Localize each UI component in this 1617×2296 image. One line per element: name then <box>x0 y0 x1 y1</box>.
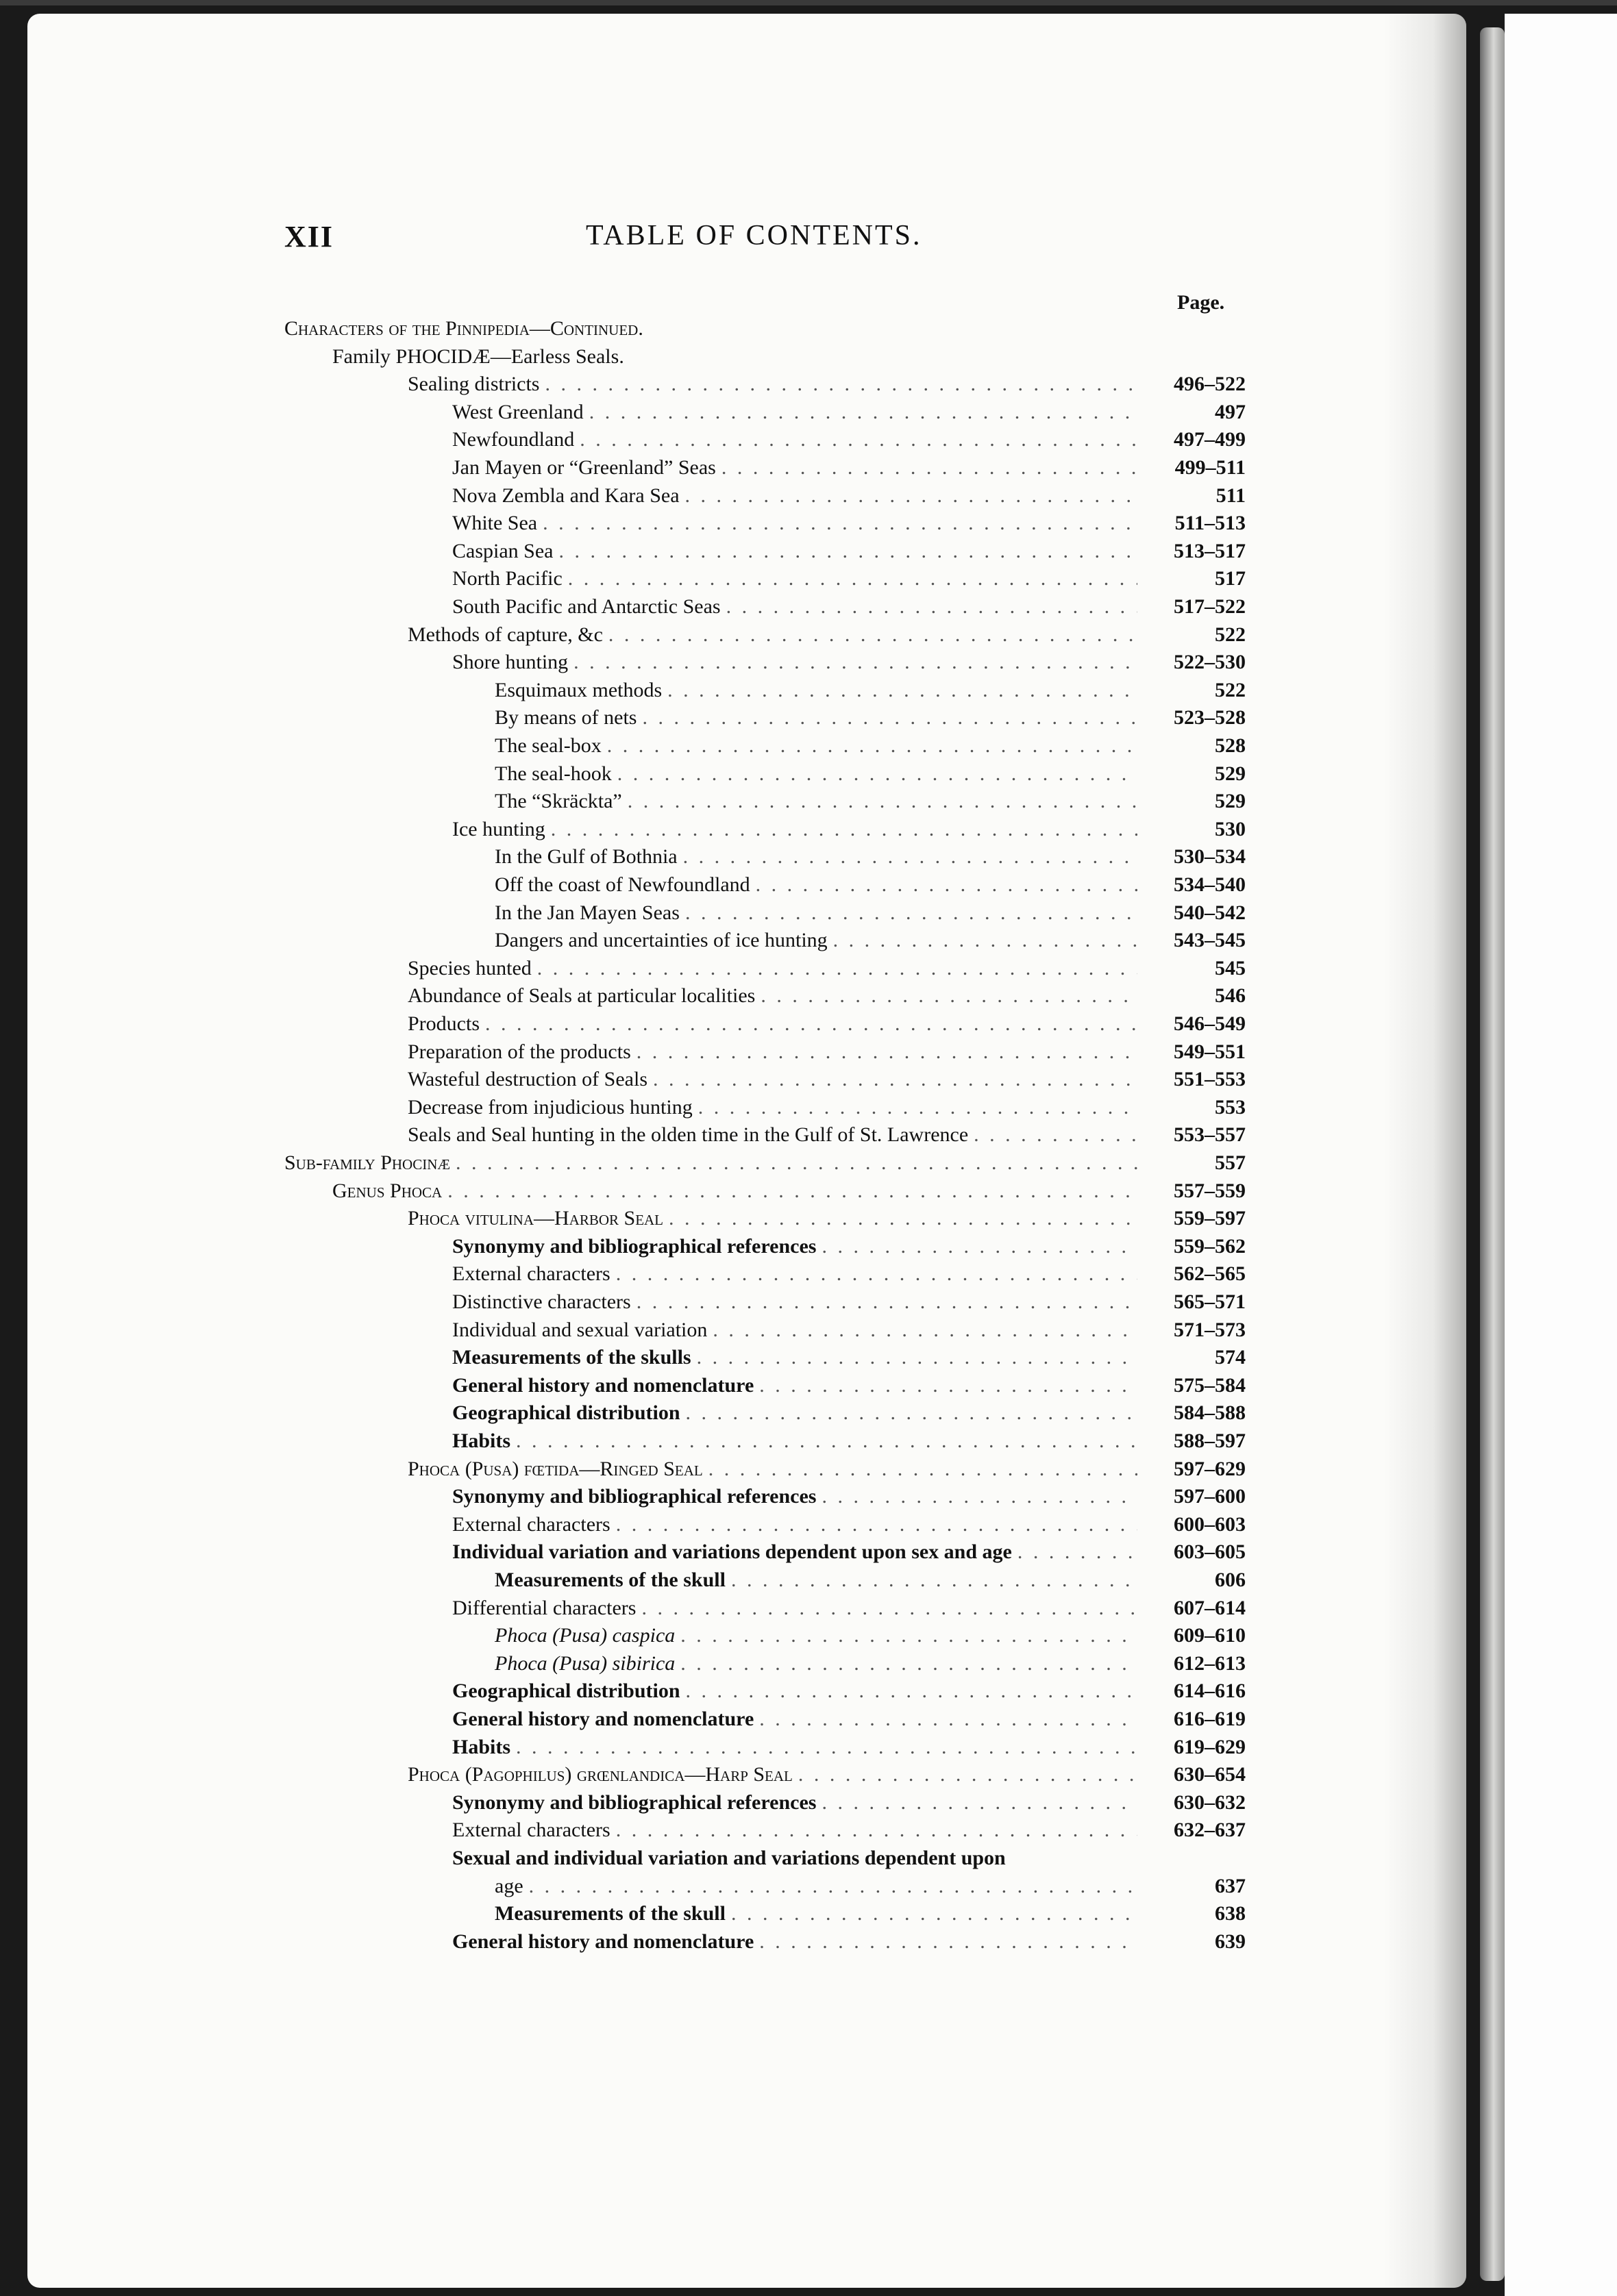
toc-entry-label: Seals and Seal hunting in the olden time in the Gulf of St. Lawrence <box>408 1123 969 1146</box>
toc-entry-label: The seal-hook <box>495 762 612 785</box>
toc-entry-pages: 499–511 <box>1174 456 1246 479</box>
dot-leader <box>516 1734 1137 1761</box>
toc-entry-label: Measurements of the skull <box>495 1569 726 1591</box>
dot-leader <box>537 955 1137 982</box>
toc-entry <box>495 1650 1246 1677</box>
toc-entry <box>452 565 1246 592</box>
toc-entry <box>408 982 1246 1010</box>
toc-entry-label: Genus Phoca <box>332 1180 443 1202</box>
toc-entry-pages: 574 <box>1215 1346 1246 1369</box>
toc-entry-label: In the Gulf of Bothnia <box>495 845 678 868</box>
toc-entry-pages: 603–605 <box>1174 1540 1246 1563</box>
dot-leader <box>759 1372 1137 1399</box>
toc-entry <box>495 871 1246 899</box>
toc-entry <box>452 482 1246 510</box>
toc-entry-pages: 511–513 <box>1174 512 1246 534</box>
dot-leader <box>759 1928 1137 1956</box>
dot-leader <box>568 565 1137 592</box>
dot-leader <box>637 1038 1137 1066</box>
toc-entry-label: Phoca (Pusa) fœtida—Ringed Seal <box>408 1458 703 1480</box>
toc-entry <box>452 1427 1246 1455</box>
toc-entry-label: South Pacific and Antarctic Seas <box>452 595 721 618</box>
toc-entry-pages: 540–542 <box>1174 901 1246 924</box>
dot-leader <box>628 788 1137 815</box>
toc-entry-pages: 571–573 <box>1174 1319 1246 1341</box>
toc-entry-pages: 606 <box>1215 1569 1246 1591</box>
dot-leader <box>616 1511 1137 1538</box>
toc-entry <box>408 1761 1246 1788</box>
toc-entry-label: Synonymy and bibliographical references <box>452 1235 817 1258</box>
toc-entry <box>452 538 1246 565</box>
toc-entry <box>495 1873 1246 1900</box>
toc-entry-pages: 619–629 <box>1174 1736 1246 1758</box>
toc-entry-label: Phoca vitulina—Harbor Seal <box>408 1207 664 1230</box>
toc-entry-pages: 600–603 <box>1174 1513 1246 1536</box>
toc-entry-label: Characters of the Pinnipedia—Continued. <box>284 317 643 340</box>
toc-entry <box>495 677 1246 704</box>
toc-entry-pages: 584–588 <box>1174 1401 1246 1424</box>
toc-entry-label: Phoca (Pusa) sibirica <box>495 1652 676 1675</box>
toc-entry <box>495 1900 1246 1927</box>
dot-leader <box>721 454 1137 482</box>
toc-entry-pages: 607–614 <box>1174 1597 1246 1619</box>
toc-entry <box>495 1622 1246 1649</box>
dot-leader <box>761 982 1137 1010</box>
toc-entry-label: White Sea <box>452 512 538 534</box>
dot-leader <box>669 1205 1137 1232</box>
toc-entry-label: Caspian Sea <box>452 540 554 562</box>
dot-leader <box>642 704 1137 732</box>
toc-entry <box>495 704 1246 732</box>
toc-entry-label: Geographical distribution <box>452 1680 680 1702</box>
toc-entry <box>452 1595 1246 1622</box>
toc-entry-label: Individual and sexual variation <box>452 1319 708 1341</box>
toc-entry-label: By means of nets <box>495 706 637 729</box>
toc-entry-pages: 522–530 <box>1174 651 1246 673</box>
toc-entry <box>452 1789 1246 1817</box>
toc-entry-pages: 511 <box>1215 484 1246 507</box>
toc-entry <box>452 1928 1246 1956</box>
dot-leader <box>680 1622 1137 1649</box>
toc-entry-pages: 588–597 <box>1174 1430 1246 1452</box>
dot-leader <box>713 1317 1137 1344</box>
toc-entry-label: Dangers and uncertainties of ice hunting <box>495 929 828 951</box>
toc-entry <box>452 1233 1246 1260</box>
dot-leader <box>485 1010 1137 1038</box>
page-title: TABLE OF CONTENTS. <box>586 220 922 251</box>
toc-entry-label: West Greenland <box>452 401 584 423</box>
dot-leader <box>545 371 1137 398</box>
dot-leader <box>1017 1538 1137 1566</box>
toc-entry-pages: 630–654 <box>1174 1763 1246 1786</box>
toc-entry-pages: 597–600 <box>1174 1485 1246 1508</box>
toc-entry <box>452 1817 1246 1844</box>
toc-entry-pages: 557 <box>1215 1151 1246 1174</box>
toc-entry-pages: 530 <box>1215 818 1246 840</box>
toc-entry-label: Family PHOCIDÆ—Earless Seals. <box>332 345 624 368</box>
toc-entry <box>332 343 1246 371</box>
toc-entry-label: The seal-box <box>495 734 602 757</box>
toc-entry <box>408 955 1246 982</box>
toc-entry <box>452 1344 1246 1371</box>
toc-entry-label: Measurements of the skull <box>495 1902 726 1925</box>
toc-entry-pages: 517 <box>1215 567 1246 590</box>
toc-entry-pages: 528 <box>1215 734 1246 757</box>
toc-entry-pages: 637 <box>1215 1875 1246 1897</box>
toc-entry <box>452 649 1246 676</box>
dot-leader <box>573 649 1137 676</box>
toc-entry <box>452 454 1246 482</box>
dot-leader <box>708 1456 1137 1483</box>
toc-entry-pages: 638 <box>1215 1902 1246 1925</box>
toc-entry-pages: 546–549 <box>1174 1012 1246 1035</box>
toc-entry <box>452 1511 1246 1538</box>
toc-entry-pages: 497 <box>1215 401 1246 423</box>
dot-leader <box>698 1094 1137 1121</box>
toc-entry <box>408 371 1246 398</box>
toc-entry-label: Phoca (Pusa) caspica <box>495 1624 676 1647</box>
next-page-margin <box>1505 14 1617 2296</box>
dot-leader <box>616 1817 1137 1844</box>
toc-entry-label: Habits <box>452 1430 511 1452</box>
dot-leader <box>558 538 1137 565</box>
toc-entry-pages: 557–559 <box>1174 1180 1246 1202</box>
toc-entry-label: The “Skräckta” <box>495 790 622 812</box>
toc-entry-label: age <box>495 1875 523 1897</box>
toc-entry <box>408 1010 1246 1038</box>
toc-entry-label: Newfoundland <box>452 428 575 451</box>
toc-entry <box>452 1677 1246 1705</box>
toc-entry-label: Habits <box>452 1736 511 1758</box>
toc-entry-pages: 565–571 <box>1174 1290 1246 1313</box>
toc-entry-label: Jan Mayen or “Greenland” Seas <box>452 456 716 479</box>
dot-leader <box>974 1121 1137 1149</box>
toc-entry <box>452 1288 1246 1316</box>
dot-leader <box>683 843 1137 871</box>
page-binding-edge <box>1480 27 1505 2281</box>
toc-entry-pages: 612–613 <box>1174 1652 1246 1675</box>
toc-entry-pages: 549–551 <box>1174 1040 1246 1063</box>
dot-leader <box>822 1233 1137 1260</box>
toc-entry-pages: 496–522 <box>1174 373 1246 395</box>
toc-entry <box>452 1734 1246 1761</box>
toc-entry <box>495 1567 1246 1594</box>
dot-leader <box>617 760 1137 788</box>
toc-entry <box>408 1038 1246 1066</box>
toc-entry-label: External characters <box>452 1262 610 1285</box>
toc-entry-label: Individual variation and variations dependent upon sex and age <box>452 1540 1012 1563</box>
toc-entry-pages: 639 <box>1215 1930 1246 1953</box>
toc-entry-label: Phoca (Pagophilus) grœnlandica—Harp Seal <box>408 1763 793 1786</box>
page-column-label: Page. <box>1177 291 1225 314</box>
toc-entry-pages: 559–597 <box>1174 1207 1246 1230</box>
toc-entry <box>332 1177 1246 1205</box>
dot-leader <box>726 593 1137 621</box>
toc-entry-label: General history and nomenclature <box>452 1930 754 1953</box>
toc-entry <box>408 1121 1246 1149</box>
toc-entry-pages: 529 <box>1215 762 1246 785</box>
dot-leader <box>551 816 1137 843</box>
dot-leader <box>637 1288 1137 1316</box>
toc-entry <box>452 1260 1246 1288</box>
toc-entry-label: North Pacific <box>452 567 563 590</box>
toc-entry <box>495 899 1246 927</box>
toc-entry <box>452 1372 1246 1399</box>
dot-leader <box>529 1873 1137 1900</box>
toc-entry-pages: 553–557 <box>1174 1123 1246 1146</box>
toc-entry-label: Measurements of the skulls <box>452 1346 691 1369</box>
dot-leader <box>543 510 1137 537</box>
toc-entry-pages: 559–562 <box>1174 1235 1246 1258</box>
dot-leader <box>685 482 1137 510</box>
dot-leader <box>833 927 1137 954</box>
toc-entry-pages: 575–584 <box>1174 1374 1246 1397</box>
dot-leader <box>686 1677 1137 1705</box>
toc-entry-label: Species hunted <box>408 957 532 979</box>
toc-entry-label: In the Jan Mayen Seas <box>495 901 680 924</box>
page-folio: XII <box>284 220 334 253</box>
toc-entry-pages: 530–534 <box>1174 845 1246 868</box>
dot-leader <box>616 1260 1137 1288</box>
toc-entry-pages: 597–629 <box>1174 1458 1246 1480</box>
toc-entry-pages: 529 <box>1215 790 1246 812</box>
dot-leader <box>822 1789 1137 1817</box>
toc-entry-label: Esquimaux methods <box>495 679 663 701</box>
toc-entry-pages: 543–545 <box>1174 929 1246 951</box>
dot-leader <box>686 1399 1137 1427</box>
toc-entry-label: Shore hunting <box>452 651 569 673</box>
toc-entry <box>495 927 1246 954</box>
toc-entry-pages: 534–540 <box>1174 873 1246 896</box>
dot-leader <box>685 899 1137 927</box>
toc-entry-label: Sealing districts <box>408 373 540 395</box>
toc-entry <box>452 1483 1246 1510</box>
toc-entry-pages: 522 <box>1215 623 1246 646</box>
toc-entry-pages: 630–632 <box>1174 1791 1246 1814</box>
dot-leader <box>798 1761 1137 1788</box>
toc-entry-label: Decrease from injudicious hunting <box>408 1096 693 1119</box>
toc-entry <box>408 1205 1246 1232</box>
toc-entry-label: General history and nomenclature <box>452 1708 754 1730</box>
toc-entry-pages: 523–528 <box>1174 706 1246 729</box>
toc-entry-label: General history and nomenclature <box>452 1374 754 1397</box>
toc-entry-label: Distinctive characters <box>452 1290 631 1313</box>
toc-entry <box>452 593 1246 621</box>
toc-entry-pages: 546 <box>1215 984 1246 1007</box>
toc-entry-label: Wasteful destruction of Seals <box>408 1068 647 1090</box>
toc-entry-pages: 522 <box>1215 679 1246 701</box>
dot-leader <box>731 1900 1137 1927</box>
toc-entry-pages: 562–565 <box>1174 1262 1246 1285</box>
toc-entry-label: Geographical distribution <box>452 1401 680 1424</box>
toc-entry-label: External characters <box>452 1819 610 1841</box>
toc-entry-pages: 497–499 <box>1174 428 1246 451</box>
toc-entry-label: Synonymy and bibliographical references <box>452 1791 817 1814</box>
toc-entry-label: Off the coast of Newfoundland <box>495 873 750 896</box>
toc-entry-label: Ice hunting <box>452 818 545 840</box>
toc-entry-label: Nova Zembla and Kara Sea <box>452 484 680 507</box>
toc-entry <box>452 1317 1246 1344</box>
dot-leader <box>589 399 1137 426</box>
toc-entry-label: Preparation of the products <box>408 1040 631 1063</box>
dot-leader <box>653 1066 1137 1093</box>
toc-entry-pages: 616–619 <box>1174 1708 1246 1730</box>
dot-leader <box>759 1706 1137 1733</box>
toc-entry <box>408 1456 1246 1483</box>
dot-leader <box>580 426 1137 453</box>
toc-entry <box>408 621 1246 649</box>
toc-entry-label: Sexual and individual variation and variations dependent upon <box>452 1847 1006 1869</box>
toc-entry-label: Sub-family Phocinæ <box>284 1151 451 1174</box>
toc-entry <box>495 788 1246 815</box>
dot-leader <box>731 1567 1137 1594</box>
toc-entry-pages: 551–553 <box>1174 1068 1246 1090</box>
dot-leader <box>608 621 1137 649</box>
toc-entry-pages: 614–616 <box>1174 1680 1246 1702</box>
toc-entry <box>452 1845 1246 1872</box>
dot-leader <box>822 1483 1137 1510</box>
dot-leader <box>641 1595 1137 1622</box>
toc-entry <box>452 816 1246 843</box>
toc-entry-pages: 513–517 <box>1174 540 1246 562</box>
page-gutter-shadow <box>1384 14 1466 2288</box>
toc-entry-label: Products <box>408 1012 480 1035</box>
toc-entry-pages: 609–610 <box>1174 1624 1246 1647</box>
toc-entry-label: External characters <box>452 1513 610 1536</box>
toc-entry-label: Abundance of Seals at particular localities <box>408 984 756 1007</box>
running-head <box>284 219 1244 260</box>
dot-leader <box>756 871 1137 899</box>
toc-entry-pages: 553 <box>1215 1096 1246 1119</box>
dot-leader <box>697 1344 1137 1371</box>
toc-entry-label: Methods of capture, &c <box>408 623 603 646</box>
dot-leader <box>447 1177 1137 1205</box>
toc-entry <box>452 426 1246 453</box>
toc-entry-pages: 632–637 <box>1174 1819 1246 1841</box>
toc-entry-label: Differential characters <box>452 1597 637 1619</box>
toc-entry <box>452 1399 1246 1427</box>
toc-entry <box>495 760 1246 788</box>
dot-leader <box>516 1427 1137 1455</box>
dot-leader <box>456 1149 1137 1177</box>
toc-entry <box>495 732 1246 760</box>
toc-entry <box>408 1066 1246 1093</box>
scan-top-edge <box>0 0 1617 5</box>
toc-entry <box>452 510 1246 537</box>
toc-entry <box>284 1149 1246 1177</box>
toc-entry <box>408 1094 1246 1121</box>
toc-entry-pages: 517–522 <box>1174 595 1246 618</box>
toc-entry <box>495 843 1246 871</box>
dot-leader <box>607 732 1137 760</box>
toc-entry <box>452 1538 1246 1566</box>
dot-leader <box>680 1650 1137 1677</box>
toc-entry-pages: 545 <box>1215 957 1246 979</box>
toc-entry <box>452 399 1246 426</box>
dot-leader <box>667 677 1137 704</box>
toc-entry <box>284 315 1246 342</box>
toc-entry-label: Synonymy and bibliographical references <box>452 1485 817 1508</box>
toc-entry <box>452 1706 1246 1733</box>
